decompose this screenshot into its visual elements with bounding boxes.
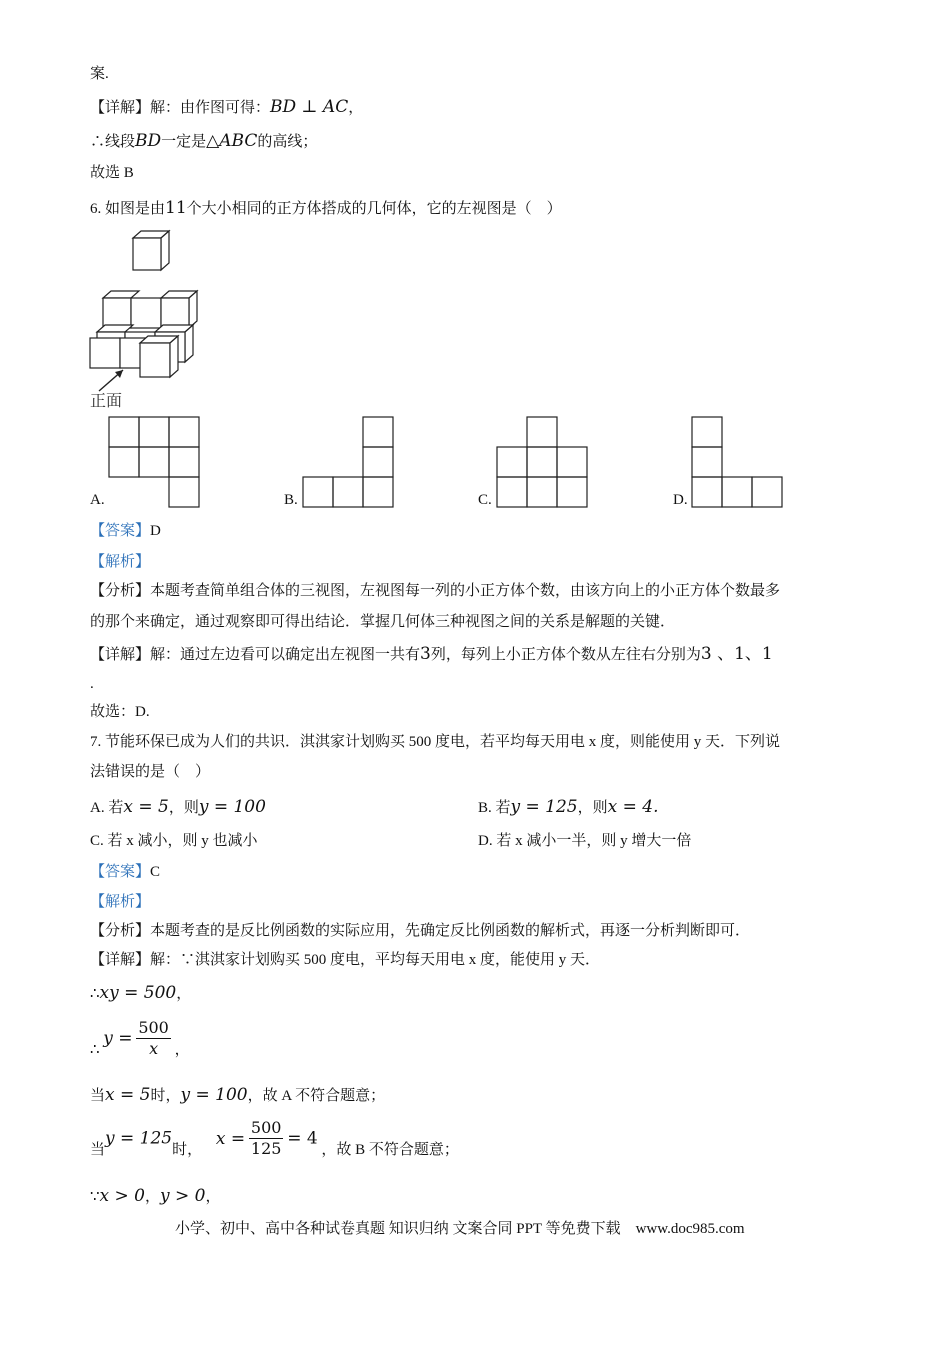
text-line: 【详解】解：由作图可得：BD ⊥ AC， bbox=[90, 97, 364, 117]
text-line: . bbox=[90, 676, 94, 692]
math-step: 当x = 5时，y = 100，故 A 不符合题意； bbox=[90, 1085, 386, 1105]
cube-solid-figure bbox=[85, 228, 215, 413]
question-7-stem: 法错误的是（ ） bbox=[90, 764, 211, 780]
answer-line: 【答案】C bbox=[90, 864, 161, 880]
text-line: 【详解】解：∵淇淇家计划购买 500 度电，平均每天用电 x 度，能使用 y 天． bbox=[90, 952, 601, 968]
option-b-figure bbox=[302, 416, 396, 510]
text-line: 案. bbox=[90, 66, 109, 82]
option-a: A. 若x = 5，则y = 100 bbox=[90, 797, 266, 817]
math-step: 当y = 125时， x = $\frac{500}{125}$ = 4 ，故 B 不符合题意； bbox=[90, 1118, 459, 1158]
option-a-figure bbox=[108, 416, 202, 510]
option-b-label: B. bbox=[284, 492, 298, 508]
option-c-label: C. bbox=[478, 492, 492, 508]
text-line: 故选：D. bbox=[90, 704, 150, 720]
text-line: 【分析】本题考查简单组合体的三视图，左视图每一列的小正方体个数，由该方向上的小正方体个数最多 bbox=[90, 583, 781, 599]
option-b: B. 若y = 125，则x = 4. bbox=[478, 797, 659, 817]
text-line: 【详解】解：通过左边看可以确定出左视图一共有3列，每列上小正方体个数从左往右分别为3 、1、1 bbox=[90, 644, 773, 664]
math-step: ∵x > 0，y > 0， bbox=[90, 1186, 221, 1206]
math-expression: △ABC bbox=[206, 131, 258, 151]
math-step: ∴xy = 500， bbox=[90, 983, 192, 1003]
math-expression: BD ⊥ AC bbox=[270, 97, 349, 117]
text-line: ∴线段BD一定是△ABC的高线； bbox=[90, 131, 318, 151]
footer-watermark: 小学、初中、高中各种试卷真题 知识归纳 文案合同 PPT 等免费下载 www.doc985.com bbox=[175, 1221, 745, 1237]
option-d-label: D. bbox=[673, 492, 688, 508]
option-c: C. 若 x 减小，则 y 也减小 bbox=[90, 833, 258, 849]
math-expression: BD bbox=[135, 131, 162, 151]
answer-line: 【答案】D bbox=[90, 523, 161, 539]
option-d: D. 若 x 减小一半，则 y 增大一倍 bbox=[478, 833, 692, 849]
question-6-stem: 6. 如图是由11个大小相同的正方体搭成的几何体，它的左视图是（ ） bbox=[90, 198, 562, 218]
text-line: 【分析】本题考查的是反比例函数的实际应用，先确定反比例函数的解析式，再逐一分析判断即可． bbox=[90, 923, 751, 939]
option-c-figure bbox=[496, 416, 590, 510]
question-7-stem: 7. 节能环保已成为人们的共识．淇淇家计划购买 500 度电，若平均每天用电 x 度，则能使用 y 天．下列说 bbox=[90, 734, 781, 750]
fraction: $\frac{500}{125}$ bbox=[250, 1118, 282, 1158]
text-line: 故选 B bbox=[90, 165, 134, 181]
front-label: 正面 bbox=[90, 391, 123, 410]
analysis-heading: 【解析】 bbox=[90, 894, 151, 910]
text-line: 的那个来确定，通过观察即可得出结论．掌握几何体三种视图之间的关系是解题的关键． bbox=[90, 614, 676, 630]
option-d-figure bbox=[691, 416, 785, 510]
fraction: $\frac{500}{x}$ bbox=[138, 1018, 169, 1058]
option-a-label: A. bbox=[90, 492, 105, 508]
math-step: ∴ y = $\frac{500}{x}$ ， bbox=[90, 1018, 190, 1058]
analysis-heading: 【解析】 bbox=[90, 554, 151, 570]
